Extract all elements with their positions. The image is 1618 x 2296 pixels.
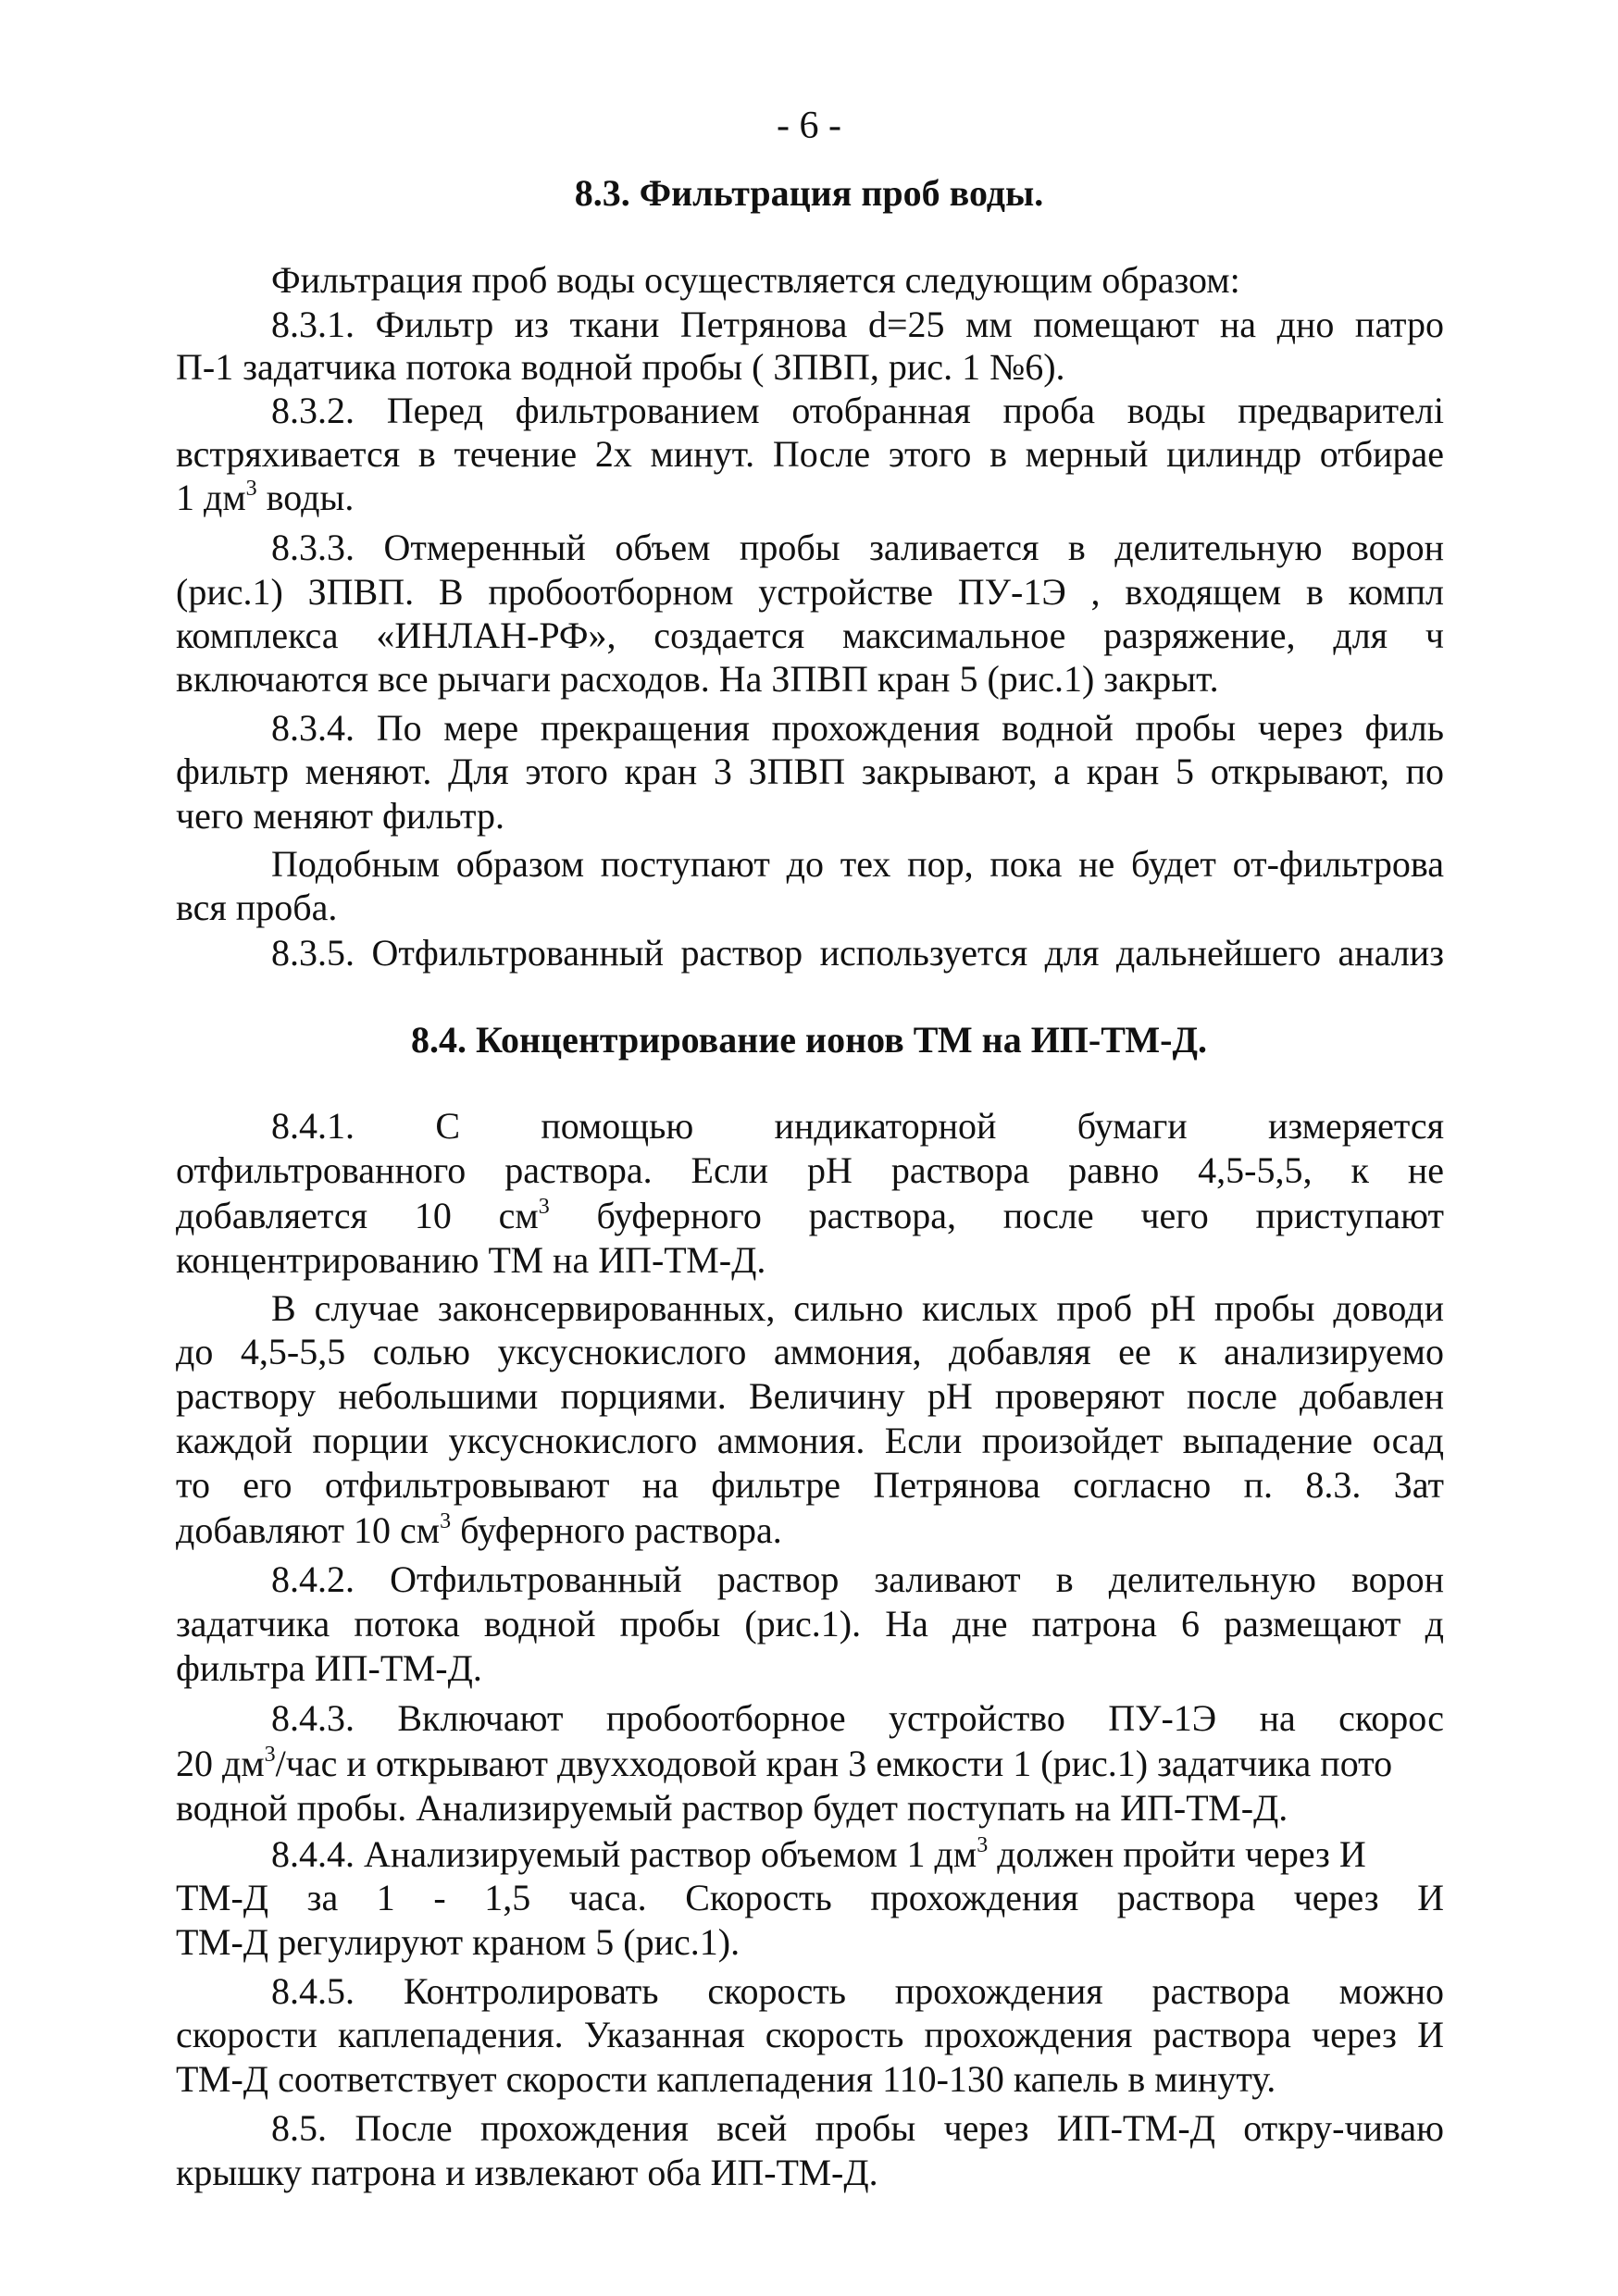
text-line: 20 $дм^3$/час и открывают двухходовой кран 3 емкости 1 (рис.1) задатчика пото	[176, 1743, 1393, 1784]
text-line: водной пробы. Анализируемый раствор будет поступать на ИП-ТМ-Д.	[176, 1787, 1288, 1829]
text-line: фильтра ИП-ТМ-Д.	[176, 1647, 482, 1689]
text-line: Фильтрация проб воды осуществляется следующим образом:	[271, 259, 1240, 301]
text-line: фильтр меняют. Для этого кран 3 ЗПВП закрывают, а кран 5 открывают, по	[176, 751, 1444, 792]
text-line: П-1 задатчика потока водной пробы ( ЗПВП, рис. 1 №6).	[176, 346, 1065, 388]
text-line: каждой порции уксуснокислого аммония. Если произойдет выпадение осад	[176, 1420, 1444, 1461]
text-line: вся проба.	[176, 887, 338, 928]
text-line: добавляется 10 $см^3$ буферного раствора, после чего приступают	[176, 1195, 1444, 1236]
text-line: ТМ-Д за 1 - 1,5 часа. Скорость прохождения раствора через И	[176, 1877, 1444, 1918]
text-line: чего меняют фильтр.	[176, 795, 504, 837]
text-line: 8.4.5. Контролировать скорость прохождения раствора можно	[271, 1970, 1444, 2012]
text-line: 8.3.3. Отмеренный объем пробы заливается в делительную ворон	[271, 527, 1444, 568]
text-line: 8.3.5. Отфильтрованный раствор используется для дальнейшего анализ	[271, 932, 1444, 974]
page-number: - 6 -	[777, 105, 841, 147]
text-line: ТМ-Д соответствует скорости каплепадения 110-130 капель в минуту.	[176, 2058, 1276, 2100]
text-line: комплекса «ИНЛАН-РФ», создается максимальное разряжение, для ч	[176, 614, 1444, 656]
text-line: 8.4.2. Отфильтрованный раствор заливают в делительную ворон	[271, 1558, 1444, 1600]
text-line: (рис.1) ЗПВП. В пробоотборном устройстве ПУ-1Э , входящем в компл	[176, 571, 1444, 613]
text-line: добавляют 10 $см^3$ буферного раствора.	[176, 1509, 782, 1551]
text-line: 8.5. После прохождения всей пробы через ИП-ТМ-Д откру-чиваю	[271, 2107, 1444, 2149]
text-line: 8.4.1. С помощью индикаторной бумаги измеряется	[271, 1105, 1444, 1147]
heading-8-4: 8.4. Концентрирование ионов ТМ на ИП-ТМ-Д.	[411, 1019, 1207, 1061]
text-line: ТМ-Д регулируют краном 5 (рис.1).	[176, 1921, 741, 1963]
text-line: Подобным образом поступают до тех пор, пока не будет от-фильтрова	[271, 843, 1444, 885]
heading-8-3: 8.3. Фильтрация проб воды.	[574, 172, 1044, 214]
text-line: раствору небольшими порциями. Величину рН проверяют после добавлен	[176, 1375, 1444, 1417]
text-line: концентрированию ТМ на ИП-ТМ-Д.	[176, 1239, 766, 1281]
text-line: В случае законсервированных, сильно кислых проб рН пробы доводи	[271, 1287, 1444, 1329]
text-line: 8.3.2. Перед фильтрованием отобранная проба воды предварителі	[271, 390, 1444, 431]
text-line: 1 $дм^3$ воды.	[176, 477, 355, 518]
text-line: 8.3.4. По мере прекращения прохождения водной пробы через филь	[271, 707, 1444, 749]
text-line: 8.4.4. Анализируемый раствор объемом 1 $дм^3$ должен пройти через И	[271, 1833, 1366, 1875]
text-line: отфильтрованного раствора. Если рН раствора равно 4,5-5,5, к не	[176, 1149, 1444, 1191]
text-line: то его отфильтровывают на фильтре Петрянова согласно п. 8.3. Зат	[176, 1464, 1444, 1506]
text-line: задатчика потока водной пробы (рис.1). На дне патрона 6 размещают д	[176, 1603, 1444, 1644]
text-line: скорости каплепадения. Указанная скорость прохождения раствора через И	[176, 2014, 1444, 2055]
text-line: 8.4.3. Включают пробоотборное устройство ПУ-1Э на скорос	[271, 1697, 1444, 1739]
text-line: крышку патрона и извлекают оба ИП-ТМ-Д.	[176, 2152, 878, 2193]
text-line: встряхивается в течение 2х минут. После этого в мерный цилиндр отбирае	[176, 433, 1444, 475]
text-line: до 4,5-5,5 солью уксуснокислого аммония, добавляя ее к анализируемо	[176, 1331, 1444, 1372]
text-line: 8.3.1. Фильтр из ткани Петрянова d=25 мм помещают на дно патро	[271, 304, 1444, 345]
text-line: включаются все рычаги расходов. На ЗПВП кран 5 (рис.1) закрыт.	[176, 658, 1219, 700]
